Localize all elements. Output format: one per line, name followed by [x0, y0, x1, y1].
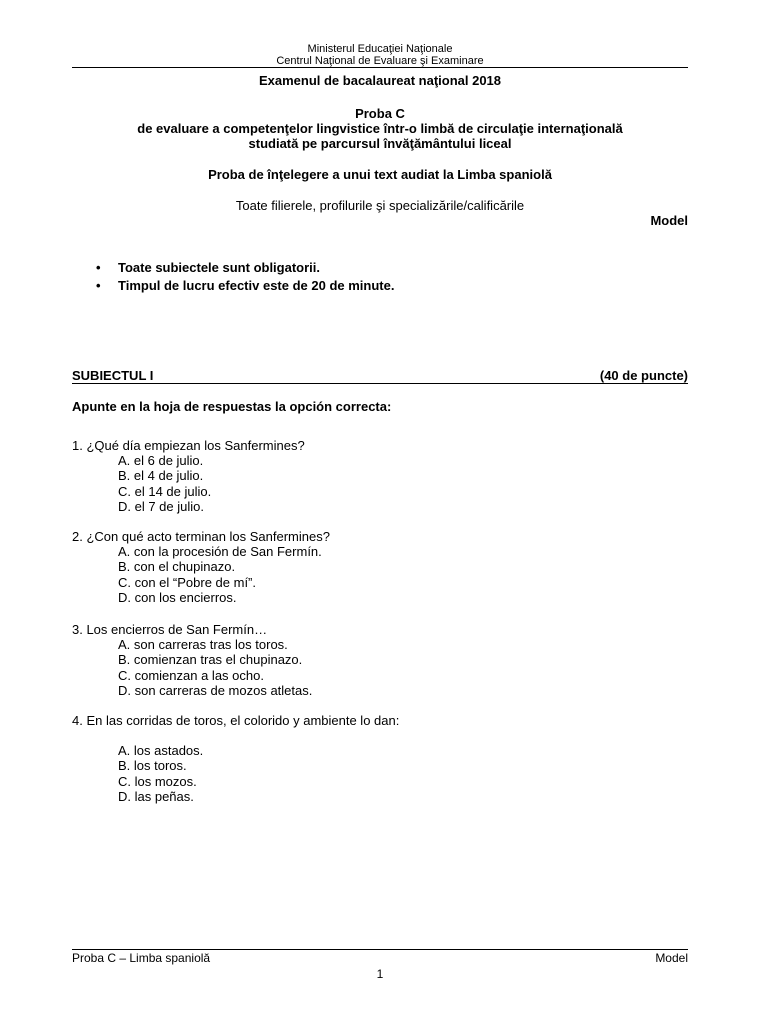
- answer-option: B. el 4 de julio.: [118, 468, 204, 484]
- answer-option: A. el 6 de julio.: [118, 453, 204, 469]
- answer-option: C. comienzan a las ocho.: [118, 667, 264, 683]
- answer-option: D. el 7 de julio.: [118, 498, 204, 514]
- proba-description-line2: studiată pe parcursul învăţământului liceal: [248, 136, 512, 151]
- proba-description-line1: de evaluare a competenţelor lingvistice într-o limbă de circulaţie internaţională: [137, 121, 623, 136]
- subject-heading: [72, 368, 688, 384]
- answer-option: C. con el “Pobre de mí”.: [118, 574, 256, 590]
- center-name: Centrul Naţional de Evaluare şi Examinare: [276, 55, 484, 67]
- subject-instruction: Apunte en la hoja de respuestas la opción correcta:: [72, 399, 392, 414]
- subject-points: (40 de puncte): [599, 368, 688, 383]
- proba-subtitle: Proba de înţelegere a unui text audiat la Limba spaniolă: [208, 167, 552, 182]
- answer-option: A. con la procesión de San Fermín.: [118, 544, 322, 560]
- question-block: [72, 622, 312, 698]
- question-block: [72, 529, 330, 605]
- answer-option: A. los astados.: [118, 743, 204, 759]
- question-block: [72, 438, 305, 514]
- answer-option: D. con los encierros.: [118, 589, 237, 605]
- question-text: 4. En las corridas de toros, el colorido y ambiente lo dan:: [72, 713, 400, 728]
- answer-option: B. los toros.: [118, 758, 187, 774]
- ministry-name: Ministerul Educaţiei Naţionale: [307, 43, 453, 55]
- proba-title: Proba C: [355, 106, 405, 121]
- answer-option: D. son carreras de mozos atletas.: [118, 682, 313, 698]
- footer-divider: [72, 949, 688, 950]
- question-block: [72, 713, 399, 804]
- audience-text: Toate filierele, profilurile şi specializările/calificările: [235, 198, 525, 213]
- footer-right: Model: [655, 951, 688, 965]
- page-number: 1: [376, 967, 384, 981]
- header-divider: [72, 67, 688, 68]
- footer-left: Proba C – Limba spaniolă: [72, 951, 211, 965]
- model-label: Model: [650, 213, 688, 228]
- rule-item: • Timpul de lucru efectiv este de 20 de minute.: [96, 277, 394, 295]
- question-text: 2. ¿Con qué acto terminan los Sanfermines?: [72, 529, 330, 544]
- exam-title: Examenul de bacalaureat naţional 2018: [258, 73, 502, 88]
- answer-option: C. el 14 de julio.: [118, 483, 212, 499]
- subject-name: SUBIECTUL I: [72, 368, 154, 383]
- answer-option: B. con el chupinazo.: [118, 559, 236, 575]
- question-text: 3. Los encierros de San Fermín…: [72, 622, 268, 637]
- answer-option: A. son carreras tras los toros.: [118, 637, 288, 653]
- answer-option: B. comienzan tras el chupinazo.: [118, 652, 303, 668]
- rules-list: [96, 259, 394, 295]
- spacer: [72, 728, 399, 743]
- answer-option: D. las peñas.: [118, 788, 194, 804]
- answer-option: C. los mozos.: [118, 773, 197, 789]
- rule-item: • Toate subiectele sunt obligatorii.: [96, 259, 394, 277]
- question-text: 1. ¿Qué día empiezan los Sanfermines?: [72, 438, 305, 453]
